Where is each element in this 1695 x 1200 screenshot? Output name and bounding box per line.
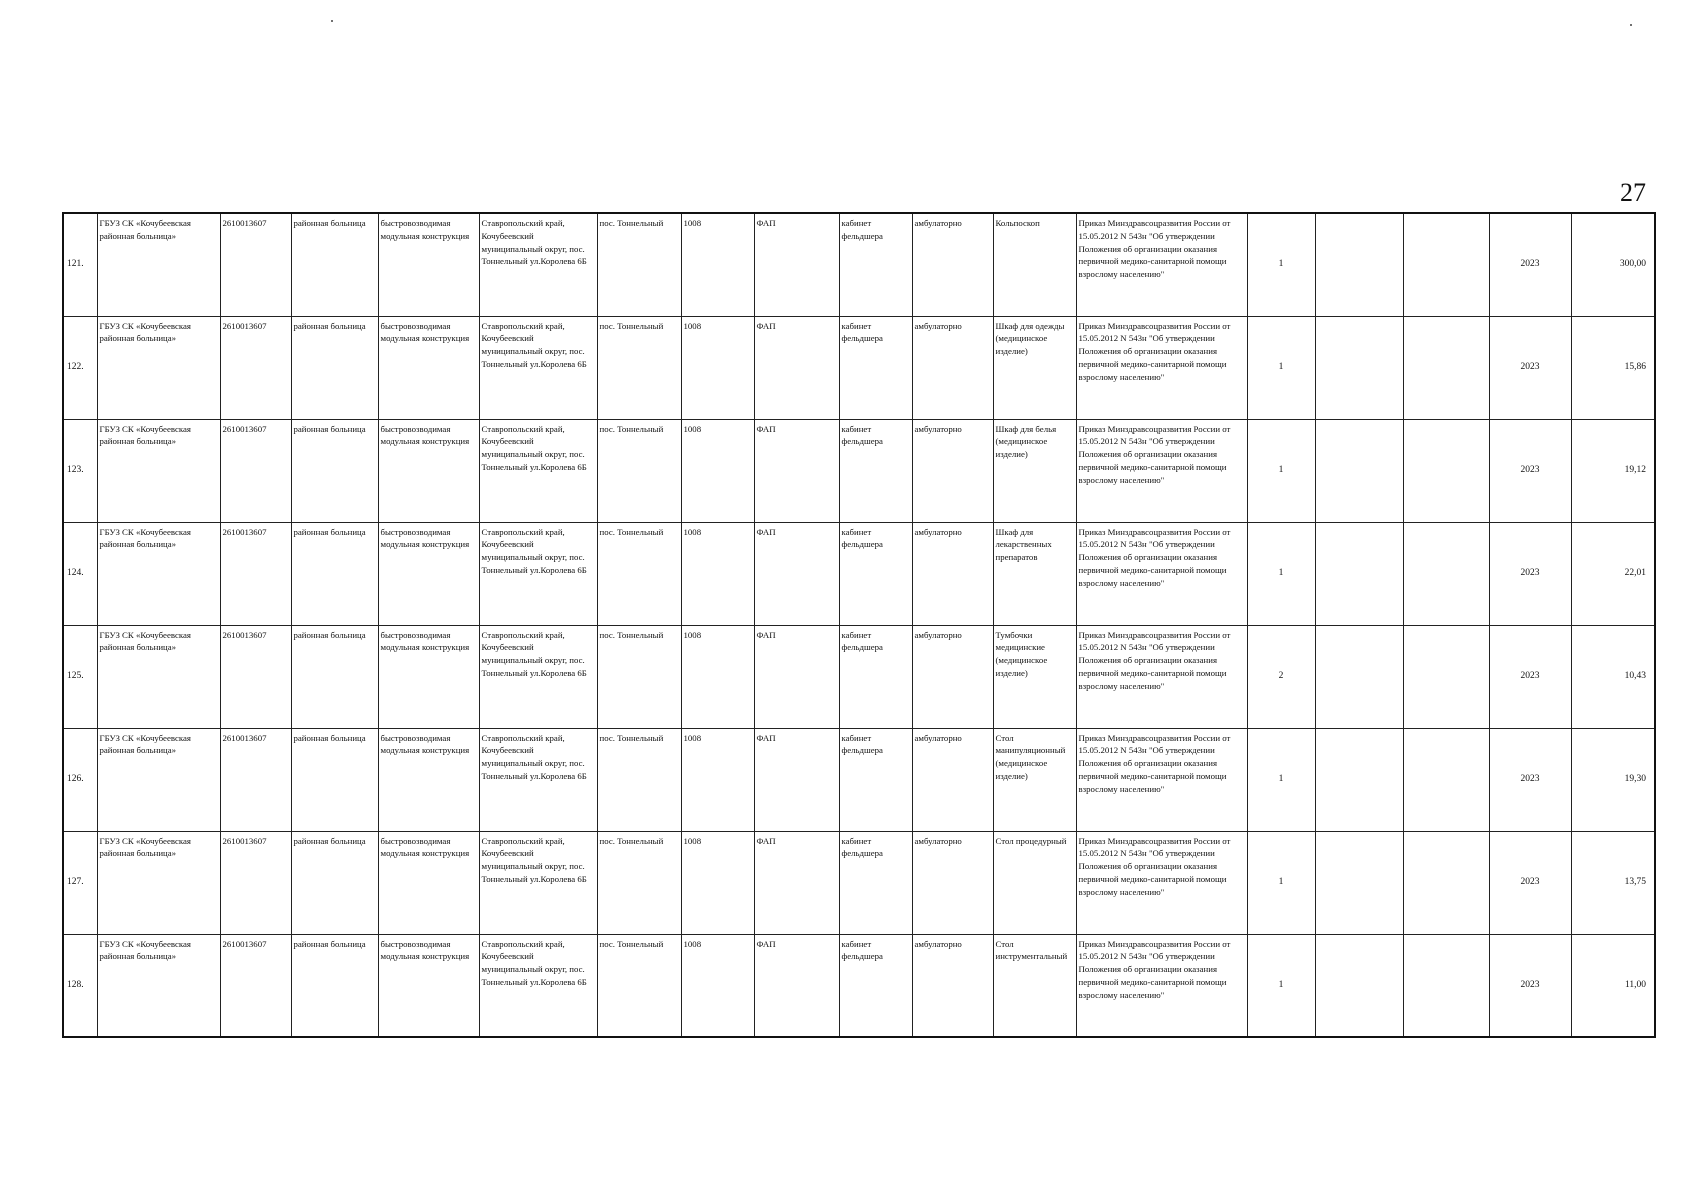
cell-row-number: 124. (63, 522, 97, 625)
cell-equipment: Шкаф для одежды (медицинское изделие) (993, 316, 1076, 419)
cell-room: кабинет фельдшера (839, 213, 912, 316)
equipment-table (62, 212, 1656, 1038)
cell-organization: ГБУЗ СК «Кочубеевская районная больница» (97, 316, 220, 419)
cell-construction: быстровозводимая модульная конструкция (378, 934, 479, 1037)
cell-empty (1315, 522, 1403, 625)
cell-room: кабинет фельдшера (839, 728, 912, 831)
cell-organization-type: районная больница (291, 316, 378, 419)
cell-equipment: Кольпоскоп (993, 213, 1076, 316)
cell-order: Приказ Минздравсоцразвития России от 15.05.2012 N 543н "Об утверждении Положения об организации оказания первичной медико-санитарной помощи взрослому населению" (1076, 831, 1247, 934)
cell-locality: пос. Тоннельный (597, 934, 681, 1037)
table-row (63, 831, 1655, 934)
cell-year: 2023 (1489, 728, 1571, 831)
cell-order: Приказ Минздравсоцразвития России от 15.05.2012 N 543н "Об утверждении Положения об организации оказания первичной медико-санитарной помощи взрослому населению" (1076, 213, 1247, 316)
table-row (63, 419, 1655, 522)
cell-equipment: Тумбочки медицинские (медицинское изделие) (993, 625, 1076, 728)
cell-address: Ставропольский край, Кочубеевский муниципальный округ, пос. Тоннельный ул.Королева 6Б (479, 728, 597, 831)
cell-population: 1008 (681, 316, 754, 419)
cell-organization-type: районная больница (291, 934, 378, 1037)
cell-room: кабинет фельдшера (839, 625, 912, 728)
cell-row-number: 122. (63, 316, 97, 419)
cell-population: 1008 (681, 728, 754, 831)
cell-amount: 22,01 (1571, 522, 1655, 625)
cell-address: Ставропольский край, Кочубеевский муниципальный округ, пос. Тоннельный ул.Королева 6Б (479, 934, 597, 1037)
cell-order: Приказ Минздравсоцразвития России от 15.05.2012 N 543н "Об утверждении Положения об организации оказания первичной медико-санитарной помощи взрослому населению" (1076, 934, 1247, 1037)
cell-empty (1403, 316, 1489, 419)
table-row (63, 316, 1655, 419)
cell-empty (1403, 934, 1489, 1037)
cell-empty (1403, 625, 1489, 728)
cell-organization-type: районная больница (291, 831, 378, 934)
cell-amount: 15,86 (1571, 316, 1655, 419)
cell-care-type: амбулаторно (912, 728, 993, 831)
cell-locality: пос. Тоннельный (597, 316, 681, 419)
cell-locality: пос. Тоннельный (597, 419, 681, 522)
cell-unit: ФАП (754, 831, 839, 934)
cell-care-type: амбулаторно (912, 522, 993, 625)
cell-amount: 10,43 (1571, 625, 1655, 728)
cell-year: 2023 (1489, 831, 1571, 934)
cell-unit: ФАП (754, 419, 839, 522)
cell-code: 2610013607 (220, 419, 291, 522)
cell-empty (1403, 522, 1489, 625)
cell-organization: ГБУЗ СК «Кочубеевская районная больница» (97, 419, 220, 522)
cell-organization-type: районная больница (291, 213, 378, 316)
cell-order: Приказ Минздравсоцразвития России от 15.05.2012 N 543н "Об утверждении Положения об организации оказания первичной медико-санитарной помощи взрослому населению" (1076, 625, 1247, 728)
cell-construction: быстровозводимая модульная конструкция (378, 419, 479, 522)
cell-organization: ГБУЗ СК «Кочубеевская районная больница» (97, 625, 220, 728)
cell-population: 1008 (681, 625, 754, 728)
cell-quantity: 2 (1247, 625, 1315, 728)
cell-quantity: 1 (1247, 419, 1315, 522)
cell-order: Приказ Минздравсоцразвития России от 15.05.2012 N 543н "Об утверждении Положения об организации оказания первичной медико-санитарной помощи взрослому населению" (1076, 522, 1247, 625)
cell-empty (1315, 934, 1403, 1037)
cell-construction: быстровозводимая модульная конструкция (378, 625, 479, 728)
cell-quantity: 1 (1247, 213, 1315, 316)
cell-empty (1403, 419, 1489, 522)
cell-code: 2610013607 (220, 522, 291, 625)
cell-population: 1008 (681, 522, 754, 625)
cell-equipment: Шкаф для белья (медицинское изделие) (993, 419, 1076, 522)
cell-unit: ФАП (754, 316, 839, 419)
cell-equipment: Стол процедурный (993, 831, 1076, 934)
cell-construction: быстровозводимая модульная конструкция (378, 728, 479, 831)
cell-care-type: амбулаторно (912, 213, 993, 316)
cell-quantity: 1 (1247, 522, 1315, 625)
table-row (63, 522, 1655, 625)
cell-organization: ГБУЗ СК «Кочубеевская районная больница» (97, 213, 220, 316)
cell-unit: ФАП (754, 522, 839, 625)
cell-order: Приказ Минздравсоцразвития России от 15.05.2012 N 543н "Об утверждении Положения об организации оказания первичной медико-санитарной помощи взрослому населению" (1076, 419, 1247, 522)
cell-year: 2023 (1489, 522, 1571, 625)
cell-care-type: амбулаторно (912, 625, 993, 728)
cell-organization: ГБУЗ СК «Кочубеевская районная больница» (97, 831, 220, 934)
cell-order: Приказ Минздравсоцразвития России от 15.05.2012 N 543н "Об утверждении Положения об организации оказания первичной медико-санитарной помощи взрослому населению" (1076, 728, 1247, 831)
cell-year: 2023 (1489, 625, 1571, 728)
cell-year: 2023 (1489, 316, 1571, 419)
cell-organization: ГБУЗ СК «Кочубеевская районная больница» (97, 522, 220, 625)
cell-organization: ГБУЗ СК «Кочубеевская районная больница» (97, 934, 220, 1037)
cell-quantity: 1 (1247, 831, 1315, 934)
cell-row-number: 121. (63, 213, 97, 316)
cell-locality: пос. Тоннельный (597, 831, 681, 934)
scan-speck (331, 20, 333, 22)
cell-amount: 13,75 (1571, 831, 1655, 934)
cell-organization-type: районная больница (291, 625, 378, 728)
cell-code: 2610013607 (220, 831, 291, 934)
cell-organization: ГБУЗ СК «Кочубеевская районная больница» (97, 728, 220, 831)
cell-locality: пос. Тоннельный (597, 728, 681, 831)
cell-address: Ставропольский край, Кочубеевский муниципальный округ, пос. Тоннельный ул.Королева 6Б (479, 213, 597, 316)
cell-equipment: Стол инструментальный (993, 934, 1076, 1037)
scan-speck (1630, 24, 1632, 26)
cell-care-type: амбулаторно (912, 316, 993, 419)
cell-locality: пос. Тоннельный (597, 522, 681, 625)
cell-care-type: амбулаторно (912, 831, 993, 934)
cell-row-number: 128. (63, 934, 97, 1037)
cell-code: 2610013607 (220, 728, 291, 831)
table-row (63, 625, 1655, 728)
cell-quantity: 1 (1247, 934, 1315, 1037)
table-row (63, 728, 1655, 831)
cell-code: 2610013607 (220, 316, 291, 419)
cell-order: Приказ Минздравсоцразвития России от 15.05.2012 N 543н "Об утверждении Положения об организации оказания первичной медико-санитарной помощи взрослому населению" (1076, 316, 1247, 419)
table-row (63, 213, 1655, 316)
cell-year: 2023 (1489, 213, 1571, 316)
cell-construction: быстровозводимая модульная конструкция (378, 831, 479, 934)
cell-row-number: 123. (63, 419, 97, 522)
cell-address: Ставропольский край, Кочубеевский муниципальный округ, пос. Тоннельный ул.Королева 6Б (479, 419, 597, 522)
cell-empty (1315, 625, 1403, 728)
cell-empty (1403, 213, 1489, 316)
cell-address: Ставропольский край, Кочубеевский муниципальный округ, пос. Тоннельный ул.Королева 6Б (479, 625, 597, 728)
cell-unit: ФАП (754, 625, 839, 728)
cell-year: 2023 (1489, 934, 1571, 1037)
cell-empty (1315, 213, 1403, 316)
cell-room: кабинет фельдшера (839, 419, 912, 522)
cell-row-number: 125. (63, 625, 97, 728)
page-number: 27 (1620, 178, 1646, 207)
cell-address: Ставропольский край, Кочубеевский муниципальный округ, пос. Тоннельный ул.Королева 6Б (479, 522, 597, 625)
cell-organization-type: районная больница (291, 419, 378, 522)
cell-code: 2610013607 (220, 213, 291, 316)
cell-construction: быстровозводимая модульная конструкция (378, 213, 479, 316)
cell-locality: пос. Тоннельный (597, 625, 681, 728)
cell-address: Ставропольский край, Кочубеевский муниципальный округ, пос. Тоннельный ул.Королева 6Б (479, 831, 597, 934)
cell-unit: ФАП (754, 934, 839, 1037)
cell-organization-type: районная больница (291, 522, 378, 625)
cell-unit: ФАП (754, 213, 839, 316)
cell-locality: пос. Тоннельный (597, 213, 681, 316)
cell-population: 1008 (681, 419, 754, 522)
cell-care-type: амбулаторно (912, 419, 993, 522)
cell-empty (1315, 831, 1403, 934)
cell-empty (1315, 419, 1403, 522)
cell-empty (1403, 831, 1489, 934)
cell-construction: быстровозводимая модульная конструкция (378, 522, 479, 625)
cell-year: 2023 (1489, 419, 1571, 522)
cell-organization-type: районная больница (291, 728, 378, 831)
table-row (63, 934, 1655, 1037)
cell-address: Ставропольский край, Кочубеевский муниципальный округ, пос. Тоннельный ул.Королева 6Б (479, 316, 597, 419)
cell-room: кабинет фельдшера (839, 316, 912, 419)
cell-population: 1008 (681, 831, 754, 934)
cell-construction: быстровозводимая модульная конструкция (378, 316, 479, 419)
cell-row-number: 127. (63, 831, 97, 934)
cell-equipment: Шкаф для лекарственных препаратов (993, 522, 1076, 625)
cell-quantity: 1 (1247, 316, 1315, 419)
cell-room: кабинет фельдшера (839, 831, 912, 934)
cell-row-number: 126. (63, 728, 97, 831)
cell-amount: 19,30 (1571, 728, 1655, 831)
cell-code: 2610013607 (220, 625, 291, 728)
cell-code: 2610013607 (220, 934, 291, 1037)
cell-empty (1315, 728, 1403, 831)
cell-population: 1008 (681, 213, 754, 316)
cell-population: 1008 (681, 934, 754, 1037)
table-body (63, 213, 1655, 1037)
cell-room: кабинет фельдшера (839, 522, 912, 625)
cell-amount: 19,12 (1571, 419, 1655, 522)
cell-empty (1315, 316, 1403, 419)
cell-quantity: 1 (1247, 728, 1315, 831)
cell-care-type: амбулаторно (912, 934, 993, 1037)
cell-amount: 300,00 (1571, 213, 1655, 316)
cell-equipment: Стол манипуляционный (медицинское изделие) (993, 728, 1076, 831)
cell-unit: ФАП (754, 728, 839, 831)
cell-amount: 11,00 (1571, 934, 1655, 1037)
cell-empty (1403, 728, 1489, 831)
cell-room: кабинет фельдшера (839, 934, 912, 1037)
